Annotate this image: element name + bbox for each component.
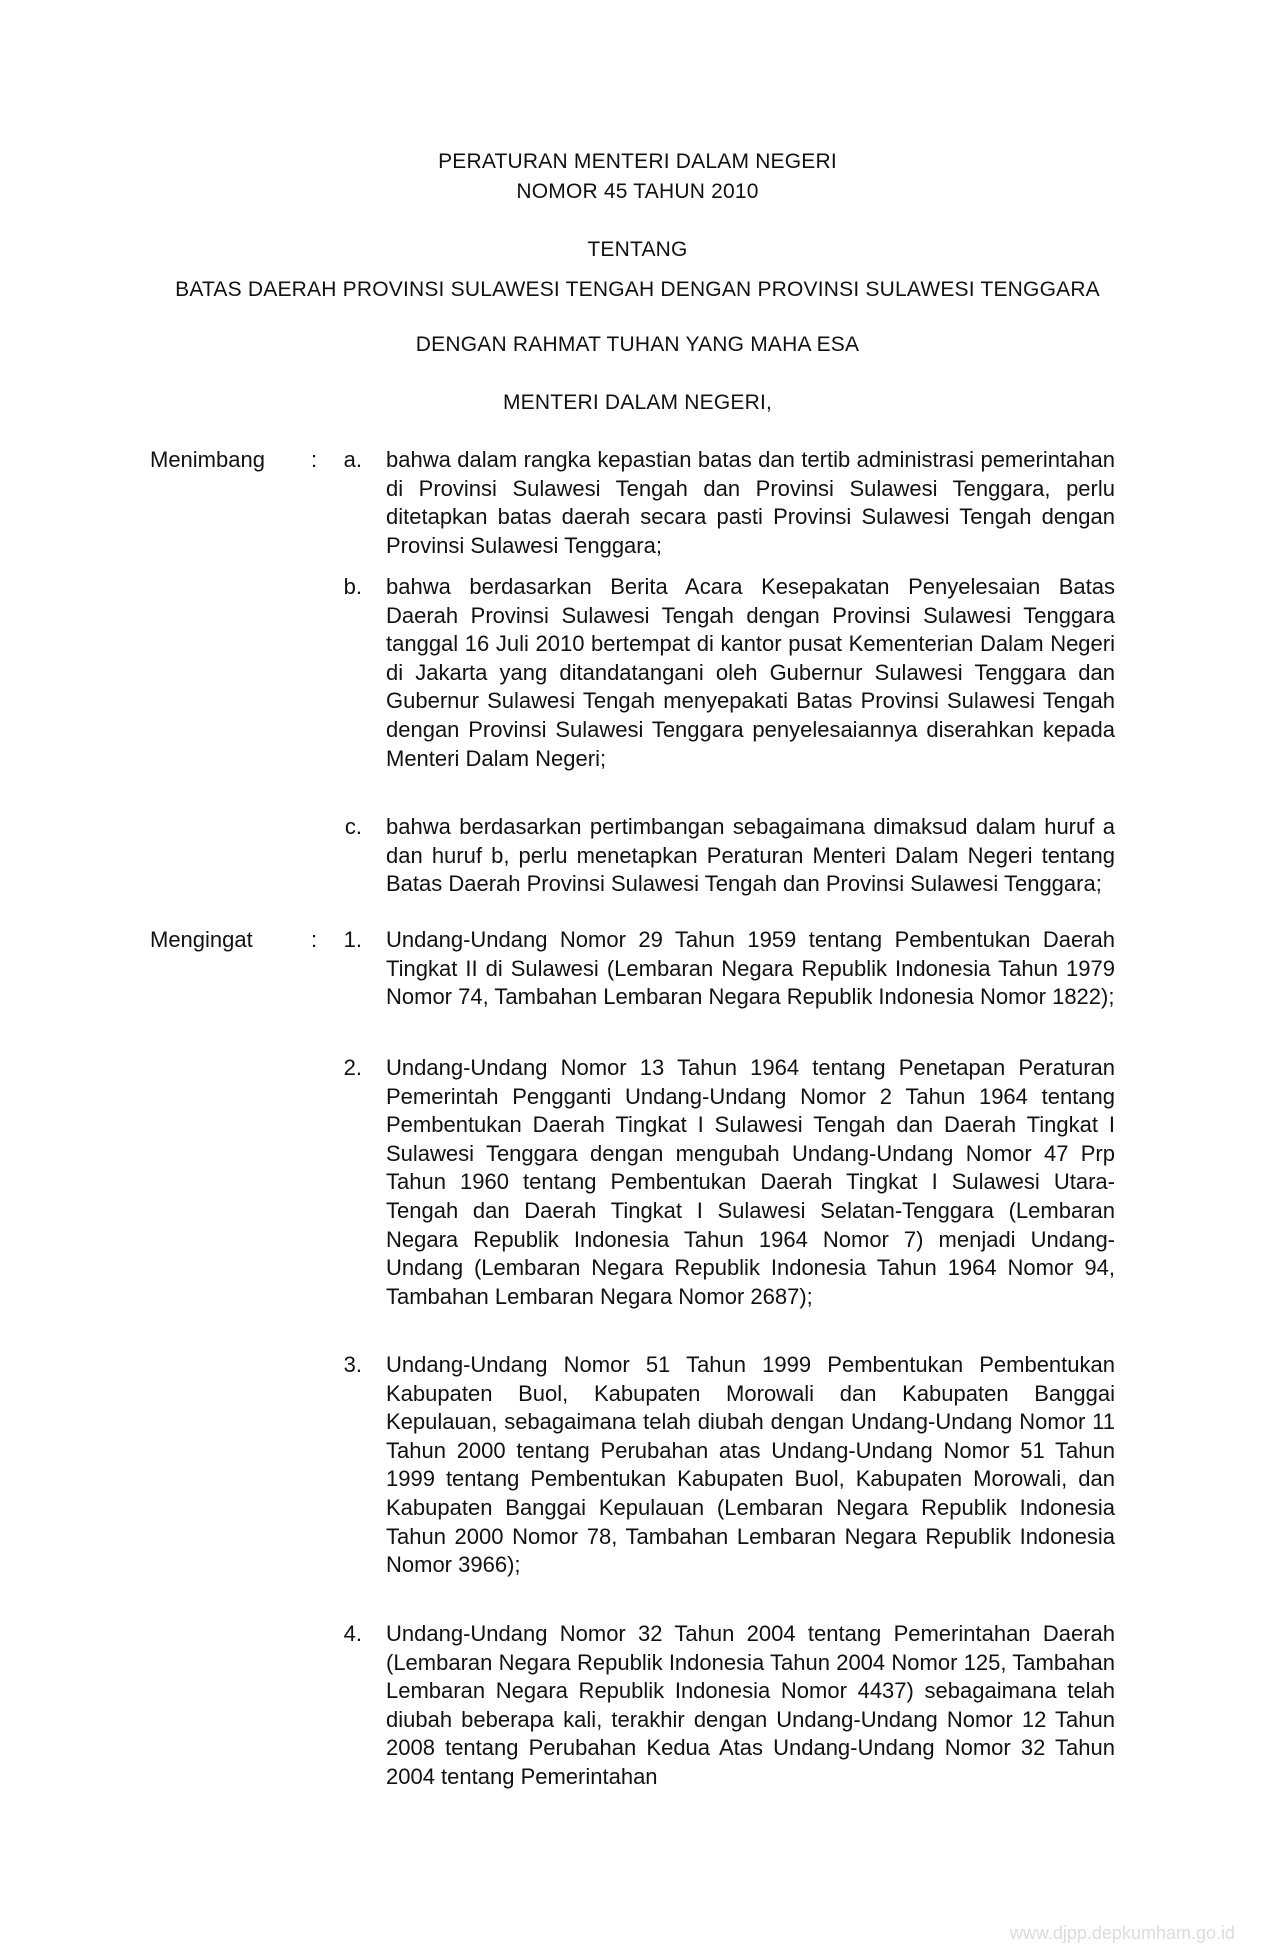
source-watermark: www.djpp.depkumham.go.id	[1009, 1923, 1235, 1943]
menimbang-marker-c: c.	[344, 814, 362, 839]
menimbang-item-a: bahwa dalam rangka kepastian batas dan tertib administrasi pemerintahan di Provinsi Sulawesi Tengah dan Provinsi Sulawesi Tenggara, perlu ditetapkan batas daerah secara pasti Provinsi Sulawesi Tengah dengan Provinsi Sulawesi Tenggara;	[386, 447, 1115, 558]
mengingat-marker-3: 3.	[343, 1352, 362, 1377]
regulation-number: NOMOR 45 TAHUN 2010	[516, 180, 759, 203]
mengingat-item-1: Undang-Undang Nomor 29 Tahun 1959 tentang Pembentukan Daerah Tingkat II di Sulawesi (Lembaran Negara Republik Indonesia Tahun 1979 Nomor 74, Tambahan Lembaran Negara Republik Indonesia Nomor 1822);	[386, 927, 1115, 1010]
menimbang-item-c: bahwa berdasarkan pertimbangan sebagaimana dimaksud dalam huruf a dan huruf b, perlu menetapkan Peraturan Menteri Dalam Negeri tentang Batas Daerah Provinsi Sulawesi Tengah dan Provinsi Sulawesi Tenggara;	[386, 814, 1115, 897]
menimbang-colon: :	[311, 447, 318, 472]
mengingat-colon: :	[311, 927, 318, 952]
mengingat-item-4: Undang-Undang Nomor 32 Tahun 2004 tentang Pemerintahan Daerah (Lembaran Negara Republik Indonesia Tahun 2004 Nomor 125, Tambahan Lembaran Negara Republik Indonesia Nomor 4437) sebagaimana telah diubah beberapa kali, terakhir dengan Undang-Undang Nomor 12 Tahun 2008 tentang Perubahan Kedua Atas Undang-Undang Nomor 32 Tahun 2004 tentang Pemerintahan	[386, 1621, 1115, 1789]
rahmat-line: DENGAN RAHMAT TUHAN YANG MAHA ESA	[415, 333, 860, 356]
menimbang-marker-a: a.	[343, 447, 362, 472]
menimbang-item-b: bahwa berdasarkan Berita Acara Kesepakatan Penyelesaian Batas Daerah Provinsi Sulawesi Tengah dengan Provinsi Sulawesi Tenggara tanggal 16 Juli 2010 bertempat di kantor pusat Kementerian Dalam Negeri di Jakarta yang ditandatangani oleh Gubernur Sulawesi Tenggara dan Gubernur Sulawesi Tengah menyepakati Batas Provinsi Sulawesi Tengah dengan Provinsi Sulawesi Tenggara penyelesaiannya diserahkan kepada Menteri Dalam Negeri;	[386, 574, 1115, 771]
minister-line: MENTERI DALAM NEGERI,	[502, 391, 773, 414]
menimbang-marker-b: b.	[343, 574, 362, 599]
mengingat-label: Mengingat	[150, 927, 253, 952]
regulation-title: PERATURAN MENTERI DALAM NEGERI	[438, 150, 837, 173]
tentang-heading: TENTANG	[587, 238, 688, 261]
mengingat-item-3: Undang-Undang Nomor 51 Tahun 1999 Pembentukan Pembentukan Kabupaten Buol, Kabupaten Morowali dan Kabupaten Banggai Kepulauan, sebagaimana telah diubah dengan Undang-Undang Nomor 11 Tahun 2000 tentang Perubahan atas Undang-Undang Nomor 51 Tahun 1999 tentang Pembentukan Kabupaten Buol, Kabupaten Morowali, dan Kabupaten Banggai Kepulauan (Lembaran Negara Republik Indonesia Tahun 2000 Nomor 78, Tambahan Lembaran Negara Republik Indonesia Nomor 3966);	[386, 1352, 1115, 1578]
mengingat-marker-4: 4.	[343, 1621, 362, 1646]
regulation-subject: BATAS DAERAH PROVINSI SULAWESI TENGAH DENGAN PROVINSI SULAWESI TENGGARA	[175, 278, 1100, 301]
mengingat-item-2: Undang-Undang Nomor 13 Tahun 1964 tentang Penetapan Peraturan Pemerintah Pengganti Undang-Undang Nomor 2 Tahun 1964 tentang Pembentukan Daerah Tingkat I Sulawesi Tengah dan Daerah Tingkat I Sulawesi Tenggara dengan mengubah Undang-Undang Nomor 47 Prp Tahun 1960 tentang Pembentukan Daerah Tingkat I Sulawesi Utara-Tengah dan Daerah Tingkat I Sulawesi Selatan-Tenggara (Lembaran Negara Republik Indonesia Tahun 1964 Nomor 7) menjadi Undang-Undang (Lembaran Negara Republik Indonesia Tahun 1964 Nomor 94, Tambahan Lembaran Negara Nomor 2687);	[386, 1055, 1115, 1309]
mengingat-marker-1: 1.	[343, 927, 362, 952]
mengingat-marker-2: 2.	[343, 1055, 362, 1080]
menimbang-label: Menimbang	[150, 447, 265, 472]
